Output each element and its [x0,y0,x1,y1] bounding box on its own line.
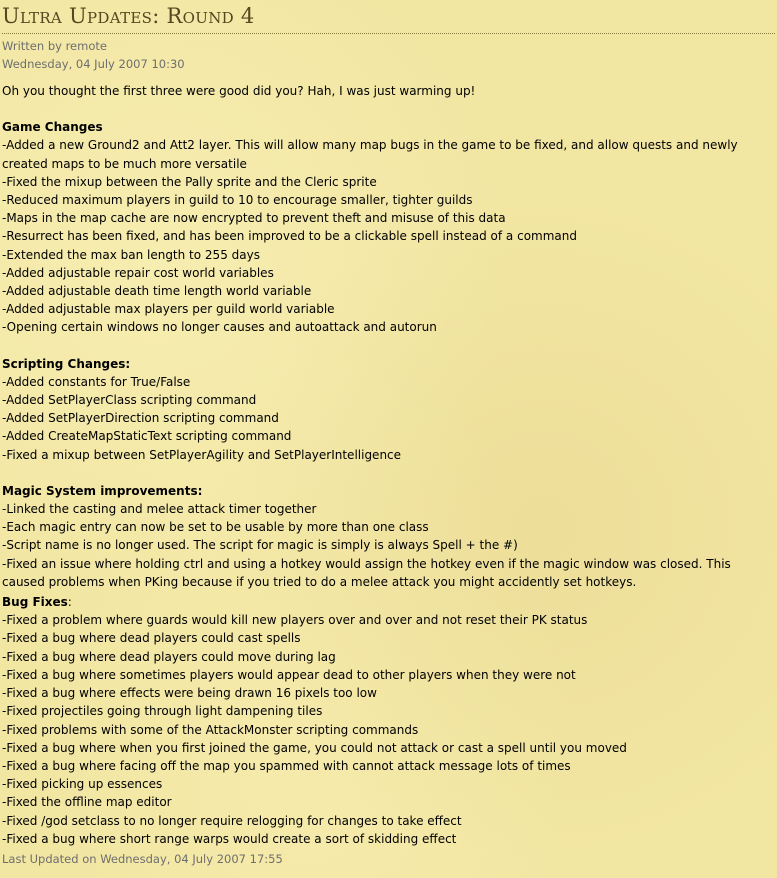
list-item: -Maps in the map cache are now encrypted to prevent theft and misuse of this data [2,211,506,226]
list-item: -Added a new Ground2 and Att2 layer. This will allow many map bugs in the game to be fixed, and allow quests and newly created maps to be much more versatile [2,138,738,171]
list-item: -Fixed problems with some of the AttackMonster scripting commands [2,722,419,737]
list-item: -Each magic entry can now be set to be usable by more than one class [2,520,429,535]
list-item: -Fixed projectiles going through light dampening tiles [2,704,323,719]
list-item: -Added SetPlayerClass scripting command [2,393,257,408]
list-item: -Fixed a bug where dead players could cast spells [2,631,301,646]
list-item: -Linked the casting and melee attack timer together [2,502,317,517]
list-item: -Fixed the mixup between the Pally sprite and the Cleric sprite [2,174,377,189]
list-item: -Script name is no longer used. The script for magic is simply is always Spell + the #) [2,538,518,553]
article [2,0,775,868]
section-game-changes [2,118,775,336]
last-updated: Last Updated on Wednesday, 04 July 2007 17:55 [2,851,283,866]
list-item: -Opening certain windows no longer causes and autoattack and autorun [2,320,437,335]
list-item: -Extended the max ban length to 255 days [2,247,260,262]
list-item: -Fixed a problem where guards would kill new players over and over and not reset their PK status [2,613,588,628]
list-item: -Fixed a bug where effects were being drawn 16 pixels too low [2,686,377,701]
section-title-colon: : [67,595,72,610]
list-item: -Fixed a bug where short range warps would create a sort of skidding effect [2,831,457,846]
list-item: -Fixed a bug where facing off the map you spammed with cannot attack message lots of times [2,758,571,773]
section-title: Scripting Changes: [2,356,131,371]
list-item: -Added SetPlayerDirection scripting command [2,411,279,426]
article-body [2,82,775,848]
section-title: Game Changes [2,120,103,135]
author-line: Written by remote [2,39,107,53]
list-item: -Fixed a mixup between SetPlayerAgility and SetPlayerIntelligence [2,447,402,462]
list-item: -Resurrect has been fixed, and has been improved to be a clickable spell instead of a command [2,229,577,244]
list-item: -Added CreateMapStaticText scripting command [2,429,292,444]
section-magic-system [2,482,775,591]
list-item: -Added adjustable repair cost world variables [2,265,274,280]
list-item: -Reduced maximum players in guild to 10 to encourage smaller, tighter guilds [2,193,473,208]
list-item: -Fixed picking up essences [2,777,163,792]
list-item: -Fixed /god setclass to no longer require relogging for changes to take effect [2,813,462,828]
section-title-text: Bug Fixes [2,595,68,610]
list-item: -Fixed a bug where dead players could move during lag [2,649,336,664]
section-scripting-changes [2,355,775,464]
list-item: -Fixed a bug where when you first joined the game, you could not attack or cast a spell until you moved [2,740,627,755]
list-item: -Added adjustable max players per guild world variable [2,302,335,317]
intro-paragraph: Oh you thought the first three were good did you? Hah, I was just warming up! [2,84,476,98]
list-item: -Fixed the offline map editor [2,795,172,810]
section-bug-fixes [2,593,775,848]
list-item: -Added constants for True/False [2,374,191,389]
list-item: -Fixed a bug where sometimes players would appear dead to other players when they were not [2,667,576,682]
section-title [2,593,775,611]
section-title: Magic System improvements: [2,483,203,498]
list-item: -Fixed an issue where holding ctrl and using a hotkey would assign the hotkey even if the magic window was closed. This caused problems when PKing because if you tried to do a melee attack you might accidently set hotkeys. [2,556,731,589]
created-date: Wednesday, 04 July 2007 10:30 [2,57,185,71]
list-item: -Added adjustable death time length world variable [2,284,312,299]
article-title: Ultra Updates: Round 4 [2,0,775,34]
